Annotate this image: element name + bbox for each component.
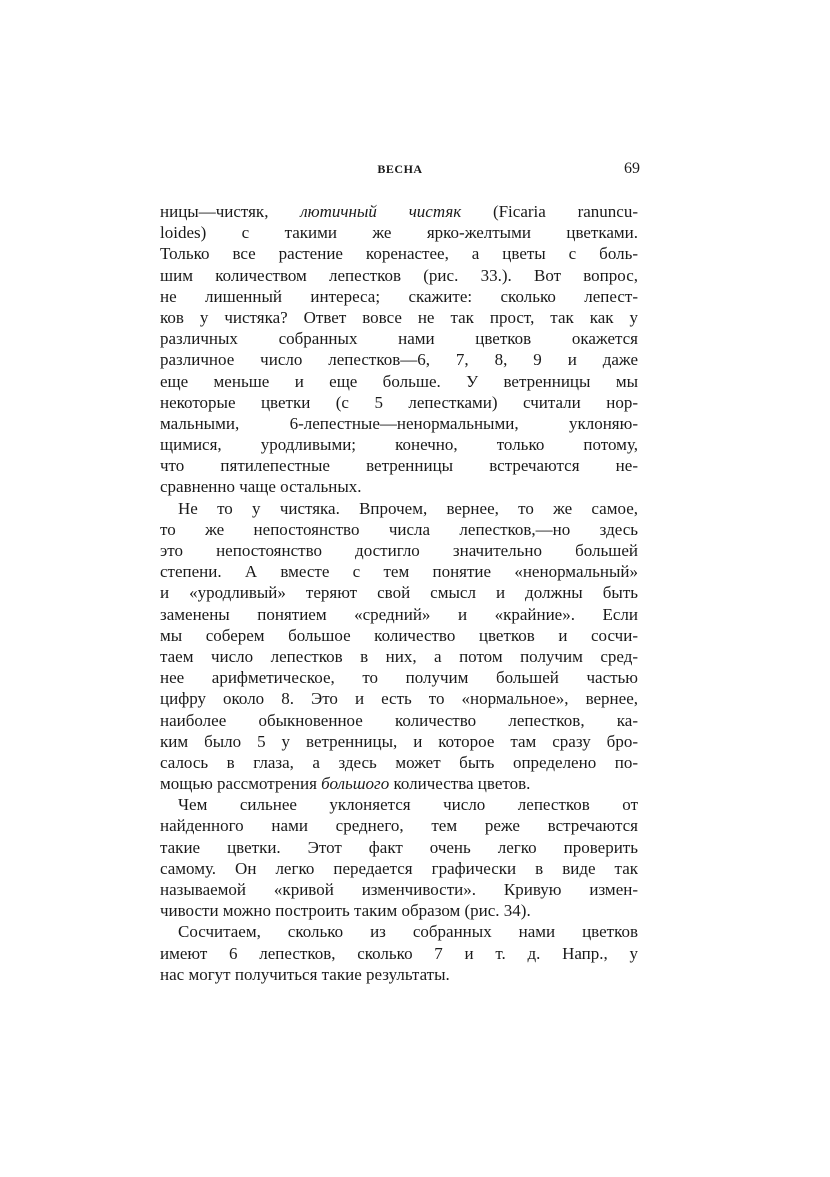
text-line-main: сравненно чаще остальных. — [160, 477, 362, 497]
text-line — [160, 731, 638, 752]
text-line — [160, 858, 638, 879]
text-line — [160, 773, 638, 794]
text-line-main: самому. Он легко передается графически в виде так — [160, 858, 638, 878]
text-line-main: это непостоянство достигло значительно большей — [160, 541, 638, 560]
running-title: ВЕСНА — [377, 162, 423, 176]
text-line — [160, 434, 638, 455]
text-line-main: не лишенный интереса; скажите: сколько лепест- — [160, 286, 638, 306]
text-line-main: loides) с такими же ярко-желтыми цветками. — [160, 223, 638, 243]
text-line — [160, 582, 638, 603]
text-line — [160, 519, 638, 540]
text-line — [160, 307, 638, 328]
text-line — [160, 265, 638, 286]
text-line — [160, 455, 638, 476]
text-line-main: еще меньше и еще больше. У ветренницы мы — [160, 371, 638, 391]
text-line — [160, 900, 638, 921]
text-line-main: некоторые цветки (с 5 лепестками) считали нор- — [160, 392, 638, 412]
text-line-after: количества цветов. — [389, 774, 531, 794]
text-line — [160, 243, 638, 264]
text-line — [160, 604, 638, 625]
text-line — [160, 476, 638, 497]
text-line — [160, 837, 638, 858]
text-line — [160, 921, 638, 942]
text-line — [160, 413, 638, 434]
text-line-main: то же непостоянство числа лепестков,—но здесь — [160, 519, 638, 539]
text-line — [160, 710, 638, 731]
text-line-main: заменены понятием «средний» и «крайние». Если — [160, 604, 638, 624]
text-line-after: (Ficaria ranuncu- — [461, 202, 638, 221]
text-line — [160, 815, 638, 836]
text-line — [160, 349, 638, 370]
text-line — [160, 688, 638, 709]
text-line-main: чивости можно построить таким образом (рис. 34). — [160, 901, 531, 921]
text-line-main: нас могут получиться такие результаты. — [160, 964, 450, 984]
text-line-main: нее арифметическое, то получим большей частью — [160, 668, 638, 688]
italic-term: лютичный чистяк — [300, 202, 462, 221]
page-number: 69 — [624, 160, 640, 177]
text-line — [160, 879, 638, 900]
text-line — [160, 752, 638, 773]
text-line — [160, 286, 638, 307]
text-line-main: что пятилепестные ветренницы встречаются не- — [160, 456, 638, 476]
text-line-main: наиболее обыкновенное количество лепестков, ка- — [160, 710, 638, 730]
text-line — [160, 667, 638, 688]
text-line-main: Не то у чистяка. Впрочем, вернее, то же самое, — [178, 498, 638, 518]
text-line-main: салось в глаза, а здесь может быть определено по- — [160, 752, 638, 772]
text-line-main: такие цветки. Этот факт очень легко проверить — [160, 837, 638, 857]
text-line — [160, 794, 638, 815]
text-line — [160, 222, 638, 243]
text-line-main: Сосчитаем, сколько из собранных нами цветков — [178, 922, 638, 942]
text-line — [160, 371, 638, 392]
text-line — [160, 964, 638, 985]
text-line — [160, 328, 638, 349]
text-line-main: различных собранных нами цветков окажется — [160, 329, 638, 349]
text-line-main: Чем сильнее уклоняется число лепестков от — [178, 795, 638, 815]
text-line-main: Только все растение коренастее, а цветы с боль- — [160, 244, 638, 264]
text-body — [160, 201, 638, 985]
text-line-main: называемой «кривой изменчивости». Кривую измен- — [160, 880, 638, 899]
page-header — [160, 158, 640, 180]
text-line-main: цифру около 8. Это и есть то «нормальное», вернее, — [160, 689, 638, 709]
text-line-main: мы соберем большое количество цветков и сосчи- — [160, 625, 638, 645]
text-line — [160, 943, 638, 964]
text-line — [160, 498, 638, 519]
text-line-main: найденного нами среднего, тем реже встречаются — [160, 816, 638, 836]
text-line — [160, 392, 638, 413]
italic-term: большого — [321, 774, 390, 794]
text-line-main: щимися, уродливыми; конечно, только потому, — [160, 435, 638, 455]
text-line — [160, 625, 638, 646]
text-line-main: степени. А вместе с тем понятие «ненормальный» — [160, 562, 638, 582]
text-line — [160, 646, 638, 667]
text-line — [160, 201, 638, 222]
text-line-main: ков у чистяка? Ответ вовсе не так прост, так как у — [160, 307, 638, 327]
text-line — [160, 540, 638, 561]
text-line-main: таем число лепестков в них, а потом получим сред- — [160, 646, 638, 666]
text-line-main: различное число лепестков—6, 7, 8, 9 и даже — [160, 350, 638, 370]
text-line-main: ким было 5 у ветренницы, и которое там сразу бро- — [160, 731, 638, 751]
text-line-main: имеют 6 лепестков, сколько 7 и т. д. Напр., у — [160, 943, 638, 963]
text-line-main: мощью рассмотрения — [160, 774, 322, 794]
text-line-main: мальными, 6-лепестные—ненормальными, уклоняю- — [160, 413, 638, 433]
text-line-main: шим количеством лепестков (рис. 33.). Вот вопрос, — [160, 265, 638, 285]
text-line-main: ницы—чистяк, — [160, 202, 301, 221]
text-line-main: и «уродливый» теряют свой смысл и должны быть — [160, 583, 638, 603]
text-line — [160, 561, 638, 582]
